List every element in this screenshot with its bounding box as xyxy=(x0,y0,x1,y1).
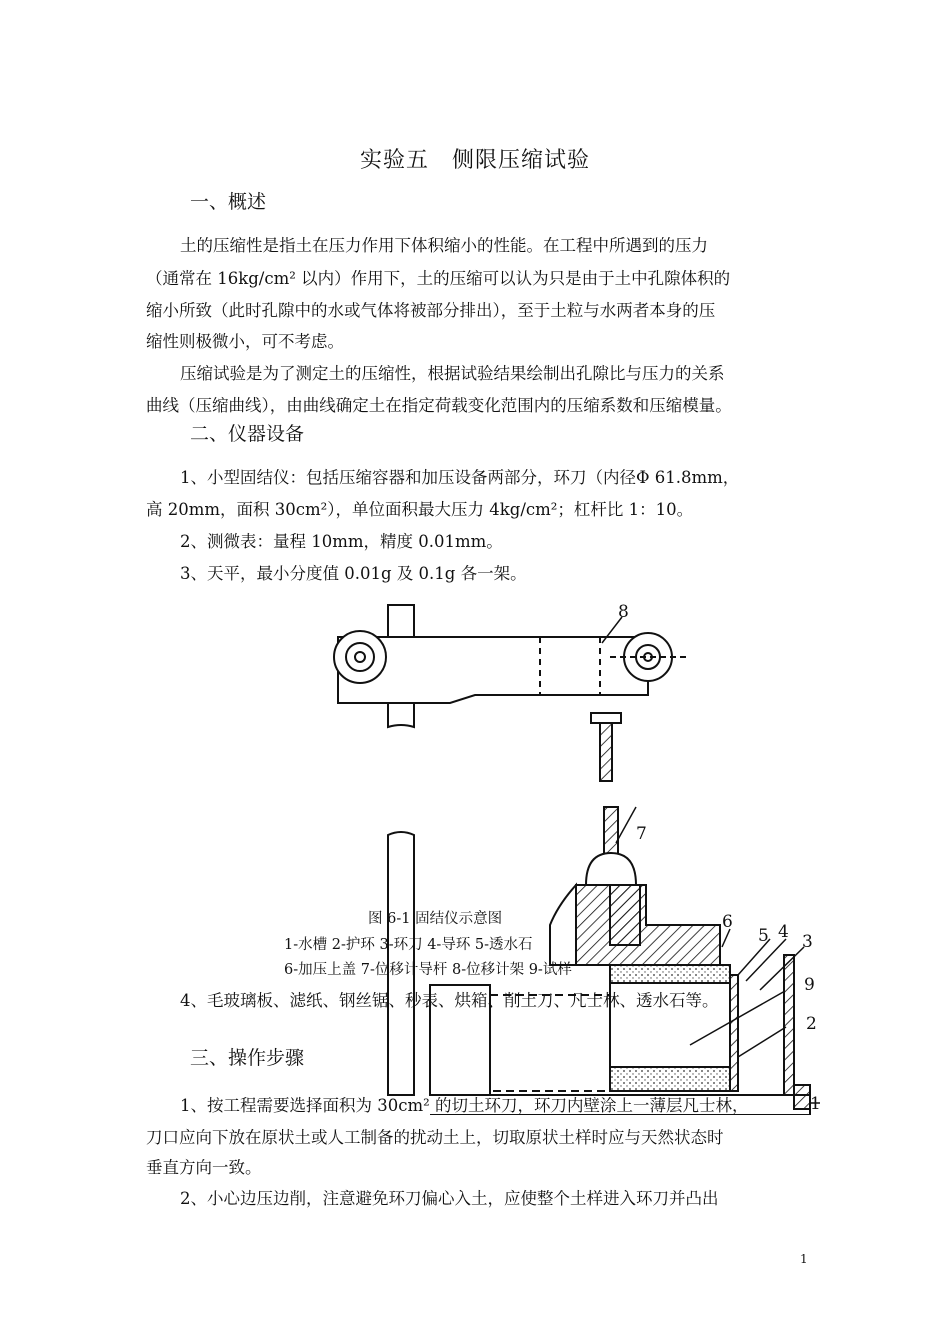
figure-label: 9 xyxy=(804,975,815,995)
paragraph-line: （通常在 16kg/cm² 以内）作用下，土的压缩可以认为只是由于土中孔隙体积的 xyxy=(146,269,731,288)
figure-label: 3 xyxy=(802,932,813,952)
figure-label: 7 xyxy=(636,824,647,844)
figure-label: 5 xyxy=(758,926,769,946)
paragraph-line: 刀口应向下放在原状土或人工制备的扰动土上，切取原状土样时应与天然状态时 xyxy=(146,1128,724,1147)
figure-legend-line: 1-水槽 2-护环 3-环刀 4-导环 5-透水石 xyxy=(284,937,533,953)
figure-caption: 图 6-1 固结仪示意图 xyxy=(368,911,503,927)
paragraph-line: 2、小心边压边削，注意避免环刀偏心入土，应使整个土样进入环刀并凸出 xyxy=(180,1189,719,1208)
paragraph-line: 土的压缩性是指土在压力作用下体积缩小的性能。在工程中所遇到的压力 xyxy=(180,236,708,255)
figure-label: 1 xyxy=(810,1094,821,1114)
paragraph-line: 4、毛玻璃板、滤纸、钢丝锯、秒表、烘箱、削土刀、凡士林、透水石等。 xyxy=(180,991,719,1010)
figure-label: 8 xyxy=(618,602,629,622)
figure-legend-line: 6-加压上盖 7-位移计导杆 8-位移计架 9-试样 xyxy=(284,962,572,978)
paragraph-line: 1、按工程需要选择面积为 30cm² 的切土环刀，环刀内壁涂上一薄层凡士林， xyxy=(180,1096,749,1115)
figure-label: 6 xyxy=(722,912,733,932)
section-heading-procedure: 三、操作步骤 xyxy=(190,1047,305,1069)
paragraph-line: 2、测微表：量程 10mm，精度 0.01mm。 xyxy=(180,532,503,551)
page-title: 实验五 侧限压缩试验 xyxy=(359,148,590,173)
paragraph-line: 曲线（压缩曲线），由曲线确定土在指定荷载变化范围内的压缩系数和压缩模量。 xyxy=(146,396,732,415)
figure-label: 2 xyxy=(806,1014,817,1034)
paragraph-line: 垂直方向一致。 xyxy=(146,1158,262,1177)
paragraph-line: 压缩试验是为了测定土的压缩性，根据试验结果绘制出孔隙比与压力的关系 xyxy=(180,364,725,383)
page-number: 1 xyxy=(800,1252,808,1266)
paragraph-line: 高 20mm，面积 30cm²），单位面积最大压力 4kg/cm²；杠杆比 1：10。 xyxy=(146,500,694,519)
consolidometer-figure xyxy=(310,595,830,1115)
paragraph-line: 1、小型固结仪：包括压缩容器和加压设备两部分，环刀（内径Φ 61.8mm， xyxy=(180,468,740,487)
paragraph-line: 3、天平，最小分度值 0.01g 及 0.1g 各一架。 xyxy=(180,564,527,583)
section-heading-overview: 一、概述 xyxy=(190,191,267,213)
section-heading-equipment: 二、仪器设备 xyxy=(190,423,305,445)
figure-label: 4 xyxy=(778,922,789,942)
paragraph-line: 缩小所致（此时孔隙中的水或气体将被部分排出），至于土粒与水两者本身的压 xyxy=(146,301,716,320)
paragraph-line: 缩性则极微小，可不考虑。 xyxy=(146,332,344,351)
